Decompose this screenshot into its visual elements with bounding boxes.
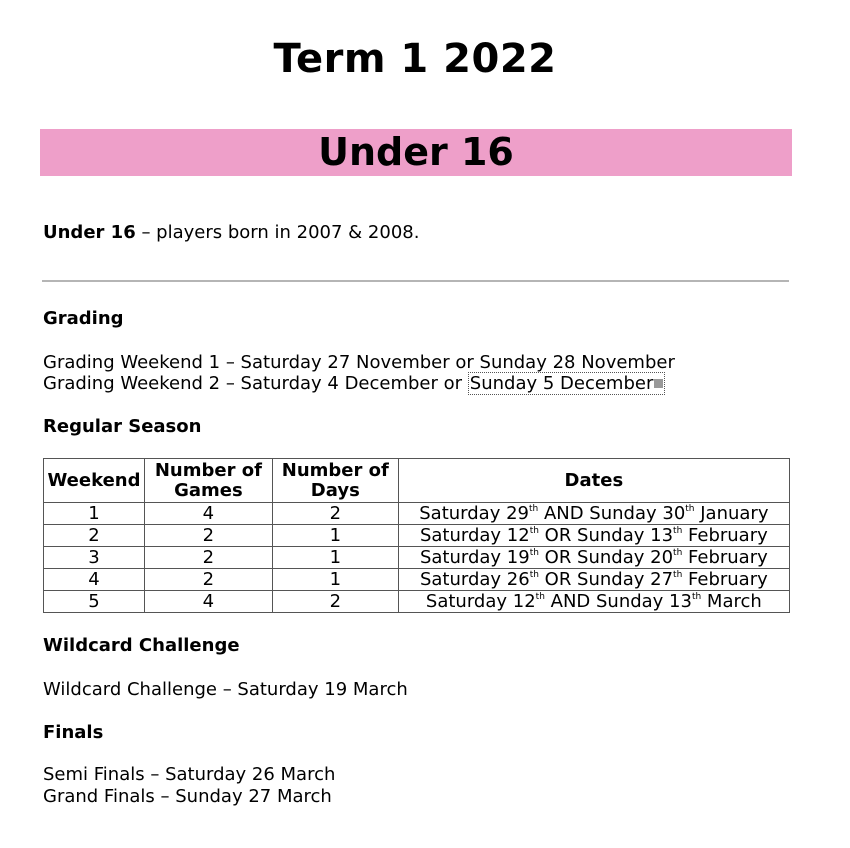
cell-dates (398, 591, 789, 613)
grand-finals-date: Grand Finals – Sunday 27 March (43, 786, 332, 807)
page-title: Term 1 2022 (273, 36, 557, 82)
date-start: Saturday 29 (419, 503, 529, 524)
grading-weekend-1: Grading Weekend 1 – Saturday 27 November or Sunday 28 November (43, 352, 675, 373)
table-row (44, 503, 790, 525)
cell-days: 1 (272, 525, 398, 547)
ordinal-suffix: th (673, 548, 683, 558)
column-header-days: Number of Days (272, 459, 398, 503)
grading-weekend-2-text: Grading Weekend 2 – Saturday 4 December or (43, 373, 468, 394)
date-start: Saturday 12 (419, 525, 530, 546)
date-month: February (682, 547, 768, 568)
selected-text: Sunday 5 December (469, 373, 654, 394)
wildcard-heading: Wildcard Challenge (43, 635, 240, 656)
ordinal-suffix: th (673, 570, 683, 580)
ordinal-suffix: th (673, 526, 683, 536)
ordinal-suffix: th (691, 592, 702, 602)
date-middle: AND Sunday 13 (544, 591, 692, 612)
date-month: January (694, 503, 769, 524)
cell-weekend: 4 (44, 569, 145, 591)
chevron-down-icon[interactable] (654, 379, 663, 388)
intro-age-group: Under 16 (43, 222, 136, 243)
date-start: Saturday 26 (419, 569, 530, 590)
table-row (44, 569, 790, 591)
date-middle: OR Sunday 27 (538, 569, 674, 590)
date-middle: AND Sunday 30 (538, 503, 686, 524)
ordinal-suffix: th (529, 526, 539, 536)
grading-weekend-2 (43, 373, 665, 394)
table-header-row (44, 459, 790, 503)
date-month: March (701, 591, 762, 612)
cell-weekend: 2 (44, 525, 145, 547)
ordinal-suffix: th (528, 504, 539, 514)
ordinal-suffix: th (685, 504, 695, 514)
finals-heading: Finals (43, 722, 104, 743)
ordinal-suffix: th (529, 548, 539, 558)
cell-days: 1 (272, 569, 398, 591)
cell-weekend: 1 (44, 503, 145, 525)
divider (42, 280, 789, 282)
cell-dates (398, 569, 789, 591)
cell-games: 2 (144, 569, 272, 591)
intro-description: – players born in 2007 & 2008. (135, 222, 420, 243)
table-row (44, 525, 790, 547)
cell-dates (398, 525, 789, 547)
schedule-table (43, 458, 790, 613)
cell-dates (398, 503, 789, 525)
cell-dates (398, 547, 789, 569)
cell-weekend: 3 (44, 547, 145, 569)
ordinal-suffix: th (529, 570, 539, 580)
regular-season-heading: Regular Season (43, 416, 202, 437)
cell-games: 2 (144, 547, 272, 569)
column-header-dates: Dates (398, 459, 789, 503)
date-start: Saturday 12 (425, 591, 536, 612)
cell-games: 2 (144, 525, 272, 547)
grading-heading: Grading (43, 308, 124, 329)
ordinal-suffix: th (535, 592, 545, 602)
wildcard-date: Wildcard Challenge – Saturday 19 March (43, 679, 408, 700)
date-middle: OR Sunday 13 (538, 525, 674, 546)
column-header-games: Number of Games (144, 459, 272, 503)
table-row (44, 591, 790, 613)
date-month: February (682, 525, 768, 546)
cell-games: 4 (144, 591, 272, 613)
age-group-banner: Under 16 (40, 129, 792, 176)
cell-days: 2 (272, 503, 398, 525)
semi-finals-date: Semi Finals – Saturday 26 March (43, 764, 336, 785)
selected-text-field[interactable] (468, 372, 666, 395)
cell-days: 2 (272, 591, 398, 613)
cell-weekend: 5 (44, 591, 145, 613)
date-middle: OR Sunday 20 (538, 547, 674, 568)
column-header-weekend: Weekend (44, 459, 145, 503)
cell-games: 4 (144, 503, 272, 525)
intro-text (43, 222, 419, 243)
date-month: February (682, 569, 768, 590)
table-row (44, 547, 790, 569)
date-start: Saturday 19 (419, 547, 530, 568)
cell-days: 1 (272, 547, 398, 569)
